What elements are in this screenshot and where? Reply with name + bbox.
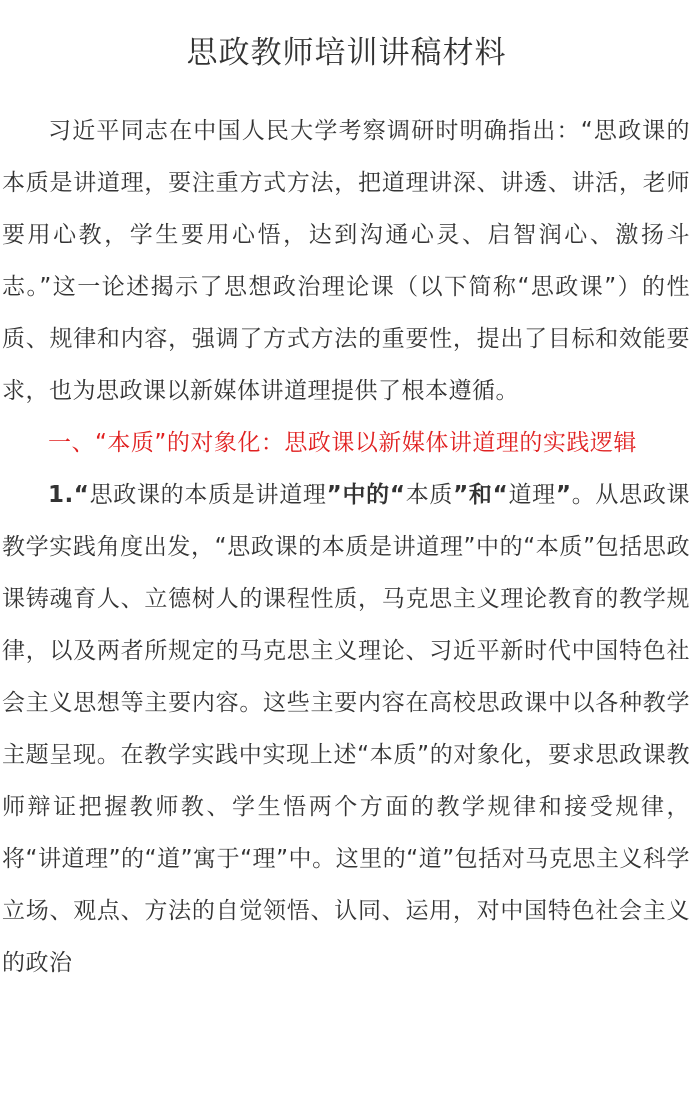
subsection-body-text: 。从思政课教学实践角度出发，“思政课的本质是讲道理”中的“本质”包括思政课铸魂育人、立德树人的课程性质，马克思主义理论教育的教学规律，以及两者所规定的马克思主义理论、习近平新时代中国特色社会主义思想等主要内容。这些主要内容在高校思政课中以各种教学主题呈现。在教学实践中实现上述“本质”的对象化，要求思政课教师辩证把握教师教、学生悟两个方面的教学规律和接受规律，将“讲道理”的“道”寓于“理”中。这里的“道”包括对马克思主义科学立场、观点、方法的自觉领悟、认同、运用，对中国特色社会主义的政治 [2, 482, 691, 976]
document-title: 思政教师培训讲稿材料 [186, 35, 507, 71]
subsection-term-reason: 道理 [508, 482, 556, 508]
intro-paragraph: 习近平同志在中国人民大学考察调研时明确指出：“思政课的本质是讲道理，要注重方式方法，把道理讲深、讲透、讲活，老师要用心教，学生要用心悟，达到沟通心灵、启智润心、激扬斗志。”这一论述揭示了思想政治理论课（以下简称“思政课”）的性质、规律和内容，强调了方式方法的重要性，提出了目标和效能要求，也为思政课以新媒体讲道理提供了根本遵循。 [2, 118, 690, 404]
document-body [2, 105, 690, 989]
subsection-quote-close: ” [555, 482, 572, 508]
section-heading: 一、“本质”的对象化：思政课以新媒体讲道理的实践逻辑 [48, 430, 637, 456]
subsection-number: 1.“ [48, 482, 90, 508]
subsection-quote-connector: ”中的“ [326, 482, 406, 508]
subsection-paragraph [2, 469, 690, 989]
subsection-term-essence: 本质 [405, 482, 454, 508]
subsection-term-connector: ”和“ [453, 482, 509, 508]
subsection-quote-phrase: 思政课的本质是讲道理 [89, 482, 327, 508]
